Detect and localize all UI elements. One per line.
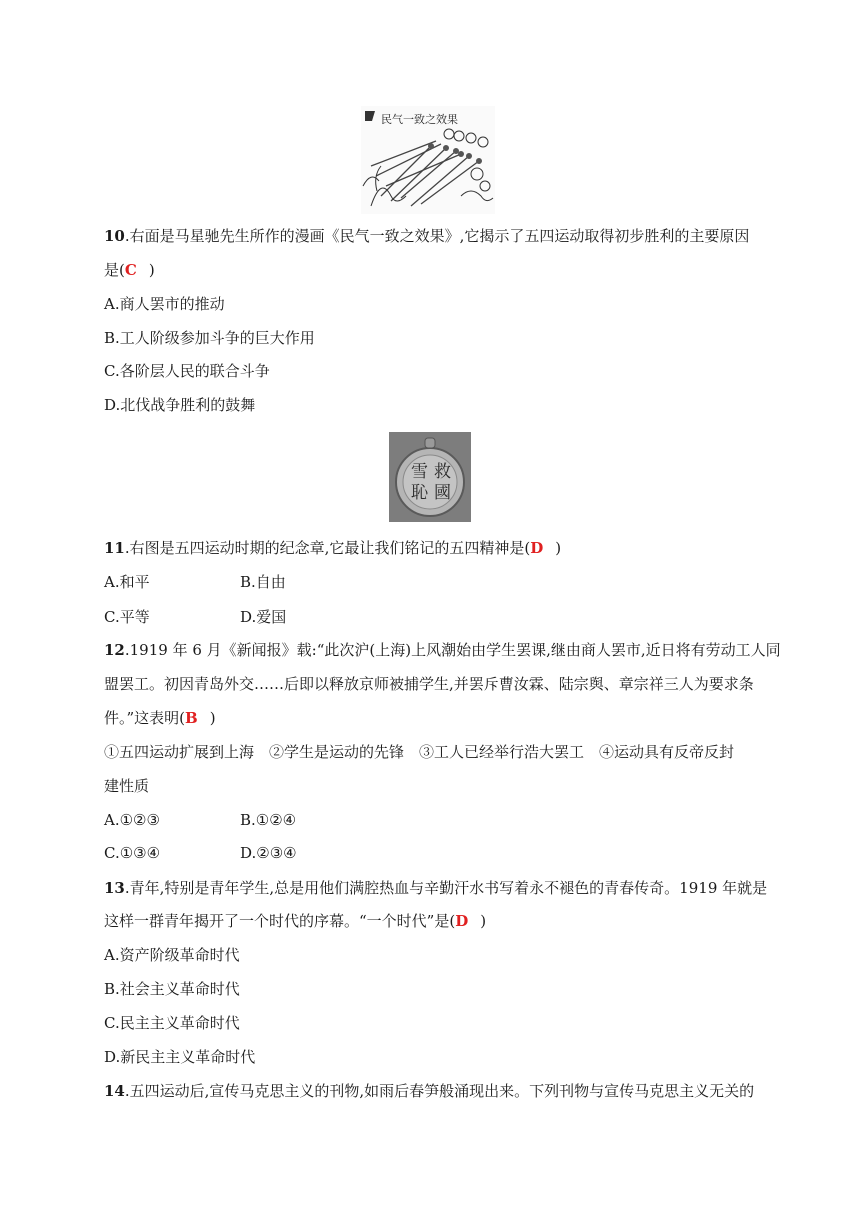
statements-line-2: 建性质	[104, 777, 150, 795]
cartoon-figure	[361, 106, 495, 214]
answer-mark: D	[455, 912, 469, 930]
answer-close: )	[209, 709, 216, 727]
option-a: A.资产阶级革命时代	[104, 946, 240, 964]
option-row	[104, 810, 297, 830]
question-text: .五四运动后,宣传马克思主义的刊物,如雨后春笋般涌现出来。下列刊物与宣传马克思主义无关的	[124, 1082, 755, 1100]
question-13-line-1	[104, 878, 767, 898]
option-b: B.社会主义革命时代	[104, 980, 240, 998]
option-row	[104, 843, 297, 863]
option-b: B.工人阶级参加斗争的巨大作用	[104, 329, 315, 347]
answer-mark: C	[124, 261, 137, 279]
option-row	[104, 607, 287, 627]
option-a: A.①②③	[104, 811, 160, 829]
commemorative-medal-icon	[389, 432, 471, 522]
answer-close: )	[148, 261, 155, 279]
medal-figure	[389, 432, 471, 522]
question-number: 12	[104, 641, 125, 659]
answer-close: )	[480, 912, 487, 930]
question-12-line-2: 盟罢工。初因青岛外交……后即以释放京师被捕学生,并罢斥曹汝霖、陆宗舆、章宗祥三人为要求条	[104, 675, 754, 693]
option-d: D.北伐战争胜利的鼓舞	[104, 396, 256, 414]
option-b: B.自由	[240, 573, 286, 591]
question-12-line-1	[104, 640, 781, 660]
question-14-line-1	[104, 1081, 754, 1101]
medal-char: 國	[434, 483, 451, 503]
question-text: .右图是五四运动时期的纪念章,它最让我们铭记的五四精神是(	[124, 539, 531, 557]
question-text: .青年,特别是青年学生,总是用他们满腔热血与辛勤汗水书写着永不褪色的青春传奇。1919 年就是	[124, 879, 768, 897]
question-number: 11	[104, 539, 125, 557]
question-11-line-1	[104, 538, 561, 558]
question-number: 10	[104, 227, 125, 245]
option-d: D.爱国	[240, 608, 287, 626]
medal-char: 雪	[411, 462, 428, 482]
option-a: A.和平	[104, 573, 150, 591]
question-number: 14	[104, 1082, 125, 1100]
question-13-line-2	[104, 911, 486, 931]
option-c: C.民主主义革命时代	[104, 1014, 240, 1032]
option-row	[104, 572, 286, 592]
cartoon-illustration-icon	[361, 106, 495, 214]
answer-close: )	[555, 539, 562, 557]
question-number: 13	[104, 879, 125, 897]
question-10-line-2	[104, 260, 155, 280]
option-d: D.新民主主义革命时代	[104, 1048, 256, 1066]
question-text: .右面是马星驰先生所作的漫画《民气一致之效果》,它揭示了五四运动取得初步胜利的主要原因	[124, 227, 750, 245]
statements-line-1: ①五四运动扩展到上海 ②学生是运动的先锋 ③工人已经举行浩大罢工 ④运动具有反帝反封	[104, 743, 735, 761]
question-12-line-3	[104, 708, 216, 728]
option-c: C.平等	[104, 608, 150, 626]
medal-char: 恥	[411, 483, 428, 503]
option-b: B.①②④	[240, 811, 297, 829]
option-a: A.商人罢市的推动	[104, 295, 225, 313]
question-text: 件。”这表明(	[104, 709, 186, 727]
option-d: D.②③④	[240, 844, 297, 862]
question-text: 这样一群青年揭开了一个时代的序幕。“一个时代”是(	[104, 912, 456, 930]
question-text: .1919 年 6 月《新闻报》载:“此次沪(上海)上风潮始由学生罢课,继由商人罢市,近日将有劳动工人同	[124, 641, 781, 659]
answer-mark: D	[530, 539, 544, 557]
question-10-line-1	[104, 226, 749, 246]
question-text: 是(	[104, 261, 125, 279]
medal-char: 救	[434, 462, 451, 482]
option-c: C.各阶层人民的联合斗争	[104, 362, 270, 380]
option-c: C.①③④	[104, 844, 161, 862]
cartoon-caption: 民气一致之效果	[381, 113, 458, 126]
answer-mark: B	[185, 709, 198, 727]
